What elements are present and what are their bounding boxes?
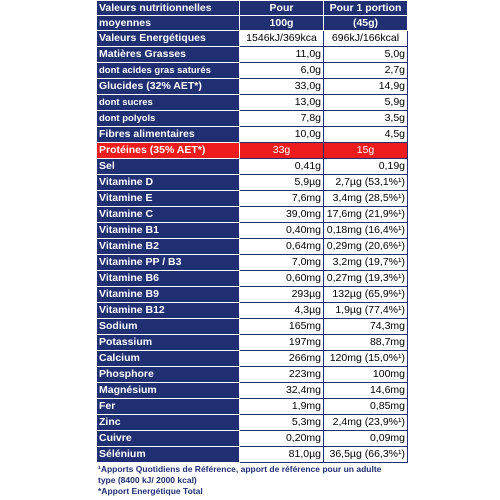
value-per-100g: 4,3µg — [240, 303, 324, 319]
table-row — [97, 287, 408, 303]
table-row — [97, 319, 408, 335]
value-per-100g: 1,9mg — [240, 399, 324, 415]
value-per-100g: 0,40mg — [240, 223, 324, 239]
nutrient-label: Potassium — [97, 335, 240, 351]
value-per-100g: 1546kJ/369kca — [240, 31, 324, 47]
footnote-aet: *Apport Energétique Total — [98, 486, 203, 496]
nutrient-label: dont sucres — [97, 95, 240, 111]
value-per-100g: 7,8g — [240, 111, 324, 127]
value-per-portion: 0,09mg — [324, 431, 408, 447]
nutrient-label: Calcium — [97, 351, 240, 367]
table-row — [97, 351, 408, 367]
value-per-portion: 0,85mg — [324, 399, 408, 415]
table-row — [97, 47, 408, 63]
table-row — [97, 367, 408, 383]
table-row — [97, 175, 408, 191]
header-col2-line1: Pour 1 portion — [324, 1, 408, 16]
nutrient-label: Sodium — [97, 319, 240, 335]
value-per-100g: 0,64mg — [240, 239, 324, 255]
nutrient-label: Valeurs Energétiques — [97, 31, 240, 47]
table-row — [97, 399, 408, 415]
nutrient-label: Matières Grasses — [97, 47, 240, 63]
header-label-line2: moyennes — [97, 16, 240, 31]
value-per-portion: 2,7µg (53,1%¹) — [324, 175, 408, 191]
value-per-100g: 5,9µg — [240, 175, 324, 191]
table-row — [97, 111, 408, 127]
table-row — [97, 191, 408, 207]
footnote-aqr-cont: type (8400 kJ/ 2000 kcal) — [98, 475, 197, 485]
nutrient-label: dont polyols — [97, 111, 240, 127]
value-per-portion: 0,29mg (20,6%¹) — [324, 239, 408, 255]
nutrient-label: Vitamine B1 — [97, 223, 240, 239]
value-per-portion: 15g — [324, 143, 408, 159]
value-per-portion: 2,7g — [324, 63, 408, 79]
value-per-portion: 17,6mg (21,9%¹) — [324, 207, 408, 223]
value-per-portion: 1,9µg (77,4%¹) — [324, 303, 408, 319]
table-row — [97, 415, 408, 431]
nutrient-label: Vitamine B2 — [97, 239, 240, 255]
value-per-100g: 293µg — [240, 287, 324, 303]
value-per-portion: 14,6mg — [324, 383, 408, 399]
value-per-portion: 36,5µg (66,3%¹) — [324, 447, 408, 463]
value-per-100g: 7,6mg — [240, 191, 324, 207]
value-per-portion: 100mg — [324, 367, 408, 383]
value-per-100g: 33g — [240, 143, 324, 159]
value-per-portion: 0,19g — [324, 159, 408, 175]
table-row — [97, 95, 408, 111]
nutrient-label: Vitamine B6 — [97, 271, 240, 287]
nutrient-label: Phosphore — [97, 367, 240, 383]
header-col1-line1: Pour — [240, 1, 324, 16]
nutrient-label: Vitamine C — [97, 207, 240, 223]
value-per-100g: 81,0µg — [240, 447, 324, 463]
value-per-100g: 6,0g — [240, 63, 324, 79]
nutrient-label: Sélénium — [97, 447, 240, 463]
table-header — [97, 1, 408, 31]
table-row — [97, 431, 408, 447]
value-per-100g: 0,20mg — [240, 431, 324, 447]
value-per-portion: 3,5g — [324, 111, 408, 127]
value-per-portion: 120mg (15,0%¹) — [324, 351, 408, 367]
nutrition-panel — [96, 0, 407, 498]
value-per-100g: 165mg — [240, 319, 324, 335]
value-per-portion: 74,3mg — [324, 319, 408, 335]
table-row — [97, 447, 408, 463]
nutrient-label: dont acides gras saturés — [97, 63, 240, 79]
value-per-100g: 7,0mg — [240, 255, 324, 271]
nutrient-label: Cuivre — [97, 431, 240, 447]
value-per-100g: 5,3mg — [240, 415, 324, 431]
value-per-100g: 0,60mg — [240, 271, 324, 287]
table-body — [97, 31, 408, 463]
value-per-portion: 696kJ/166kcal — [324, 31, 408, 47]
nutrient-label: Zinc — [97, 415, 240, 431]
table-row — [97, 207, 408, 223]
table-row — [97, 159, 408, 175]
value-per-100g: 197mg — [240, 335, 324, 351]
table-row — [97, 127, 408, 143]
table-row — [97, 383, 408, 399]
nutrient-label: Fibres alimentaires — [97, 127, 240, 143]
nutrient-label: Vitamine B12 — [97, 303, 240, 319]
nutrition-table — [96, 0, 408, 463]
table-row — [97, 239, 408, 255]
header-label-line1: Valeurs nutritionnelles — [97, 1, 240, 16]
value-per-100g: 266mg — [240, 351, 324, 367]
value-per-100g: 13,0g — [240, 95, 324, 111]
value-per-portion: 5,0g — [324, 47, 408, 63]
value-per-100g: 32,4mg — [240, 383, 324, 399]
value-per-portion: 2,4mg (23,9%¹) — [324, 415, 408, 431]
table-row — [97, 31, 408, 47]
value-per-portion: 3,2mg (19,7%¹) — [324, 255, 408, 271]
table-row — [97, 255, 408, 271]
value-per-100g: 0,41g — [240, 159, 324, 175]
value-per-portion: 132µg (65,9%¹) — [324, 287, 408, 303]
nutrient-label: Vitamine D — [97, 175, 240, 191]
table-row — [97, 223, 408, 239]
value-per-100g: 10,0g — [240, 127, 324, 143]
nutrient-label: Glucides (32% AET*) — [97, 79, 240, 95]
table-row — [97, 335, 408, 351]
table-row — [97, 79, 408, 95]
value-per-portion: 0,18mg (16,4%¹) — [324, 223, 408, 239]
value-per-portion: 14,9g — [324, 79, 408, 95]
value-per-portion: 5,9g — [324, 95, 408, 111]
nutrient-label: Fer — [97, 399, 240, 415]
value-per-portion: 0,27mg (19,3%¹) — [324, 271, 408, 287]
nutrient-label: Magnésium — [97, 383, 240, 399]
nutrient-label: Vitamine B9 — [97, 287, 240, 303]
value-per-portion: 4,5g — [324, 127, 408, 143]
header-col1-line2: 100g — [240, 16, 324, 31]
nutrient-label: Protéines (35% AET*) — [97, 143, 240, 159]
nutrient-label: Vitamine E — [97, 191, 240, 207]
header-col2-line2: (45g) — [324, 16, 408, 31]
value-per-portion: 3,4mg (28,5%¹) — [324, 191, 408, 207]
table-row — [97, 303, 408, 319]
nutrient-label: Vitamine PP / B3 — [97, 255, 240, 271]
value-per-100g: 33,0g — [240, 79, 324, 95]
footnote-aqr: ¹Apports Quotidiens de Référence, apport de référence pour un adulte — [98, 464, 382, 474]
table-row — [97, 271, 408, 287]
table-row — [97, 63, 408, 79]
value-per-100g: 39,0mg — [240, 207, 324, 223]
footnotes — [96, 463, 407, 498]
value-per-100g: 11,0g — [240, 47, 324, 63]
table-row — [97, 143, 408, 159]
nutrient-label: Sel — [97, 159, 240, 175]
value-per-100g: 223mg — [240, 367, 324, 383]
value-per-portion: 88,7mg — [324, 335, 408, 351]
